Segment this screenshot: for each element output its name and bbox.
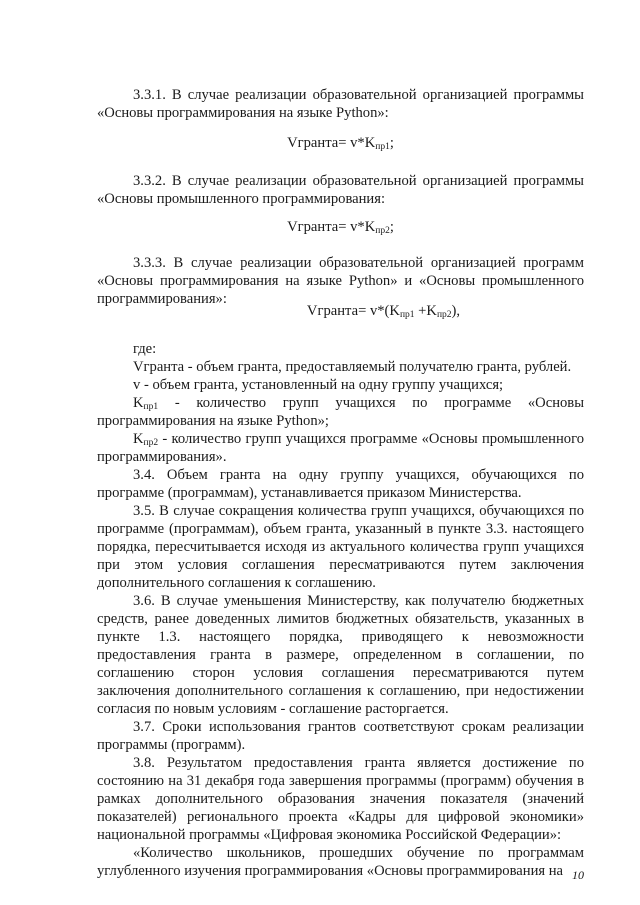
- formula-3-3-3: Vгранта= $v*(K_{пр1} +K_{пр2})$,: [306, 303, 461, 320]
- paragraph-text: 3.3.2. В случае реализации образовательной организацией программы «Основы промышленного программирования:: [97, 173, 584, 207]
- paragraph-3-7: 3.7. Сроки использования грантов соответствуют срокам реализации программы (программ).: [97, 719, 584, 753]
- page-number: 10: [572, 868, 584, 882]
- paragraph-text: 3.3.1. В случае реализации образовательной организацией программы «Основы программирования на языке Python»:: [97, 87, 584, 121]
- paragraph-3-8: 3.8. Результатом предоставления гранта является достижение по состоянию на 31 декабря года завершения программы (программ) обучения в рамках дополнительного образования значения показателя (значений показателей) регионального проекта «Кадры для цифровой экономики» национальной программы «Цифровая экономика Российской Федерации»:: [97, 755, 584, 843]
- definition-v: v - объем гранта, установленный на одну группу учащихся;: [133, 377, 504, 393]
- formula-3-3-2: Vгранта= $v*K_{пр2}$;: [287, 219, 394, 236]
- paragraph-3-3-1: [97, 86, 584, 122]
- paragraph-3-8-quote: «Количество школьников, прошедших обучение по программам углубленного изучения программирования «Основы программирования на: [97, 845, 584, 879]
- definition-k-pr2: $K_{пр2}$ - количество групп учащихся программе «Основы промышленного программирования».: [97, 431, 584, 465]
- definition-vgranta: Vгранта - объем гранта, предоставляемый получателю гранта, рублей.: [133, 359, 572, 375]
- definition-k-pr1: $K_{пр1}$ - количество групп учащихся по программе «Основы программирования на языке Python»;: [97, 395, 584, 429]
- definitions-block: [97, 340, 584, 880]
- paragraph-3-3-3: [97, 254, 584, 308]
- paragraph-3-6: 3.6. В случае уменьшения Министерству, как получателю бюджетных средств, ранее доведенных лимитов бюджетных обязательств, указанных в пункте 1.3. настоящего порядка, приводящего к невозможности предоставления гранта в размере, определенном в соглашении, по соглашению сторон условия соглашения пересматриваются путем заключения дополнительного соглашения к соглашению, при недостижении согласия по новым условиям - соглашение расторгается.: [97, 593, 584, 717]
- paragraph-3-4: 3.4. Объем гранта на одну группу учащихся, обучающихся по программе (программам), устанавливается приказом Министерства.: [97, 467, 584, 501]
- where-label: где:: [133, 341, 157, 357]
- formula-3-3-1: Vгранта= $v*K_{пр1}$;: [287, 135, 394, 152]
- paragraph-text: 3.3.3. В случае реализации образовательной организацией программ «Основы программирования на языке Python» и «Основы промышленного программирования»:: [97, 255, 584, 307]
- paragraph-3-5: 3.5. В случае сокращения количества групп учащихся, обучающихся по программе (программам), объем гранта, указанный в пункте 3.3. настоящего порядка, пересчитывается исходя из актуального количества групп учащихся при этом условия соглашения пересматриваются путем заключения дополнительного соглашения к соглашению.: [97, 503, 584, 591]
- paragraph-3-3-2: [97, 172, 584, 208]
